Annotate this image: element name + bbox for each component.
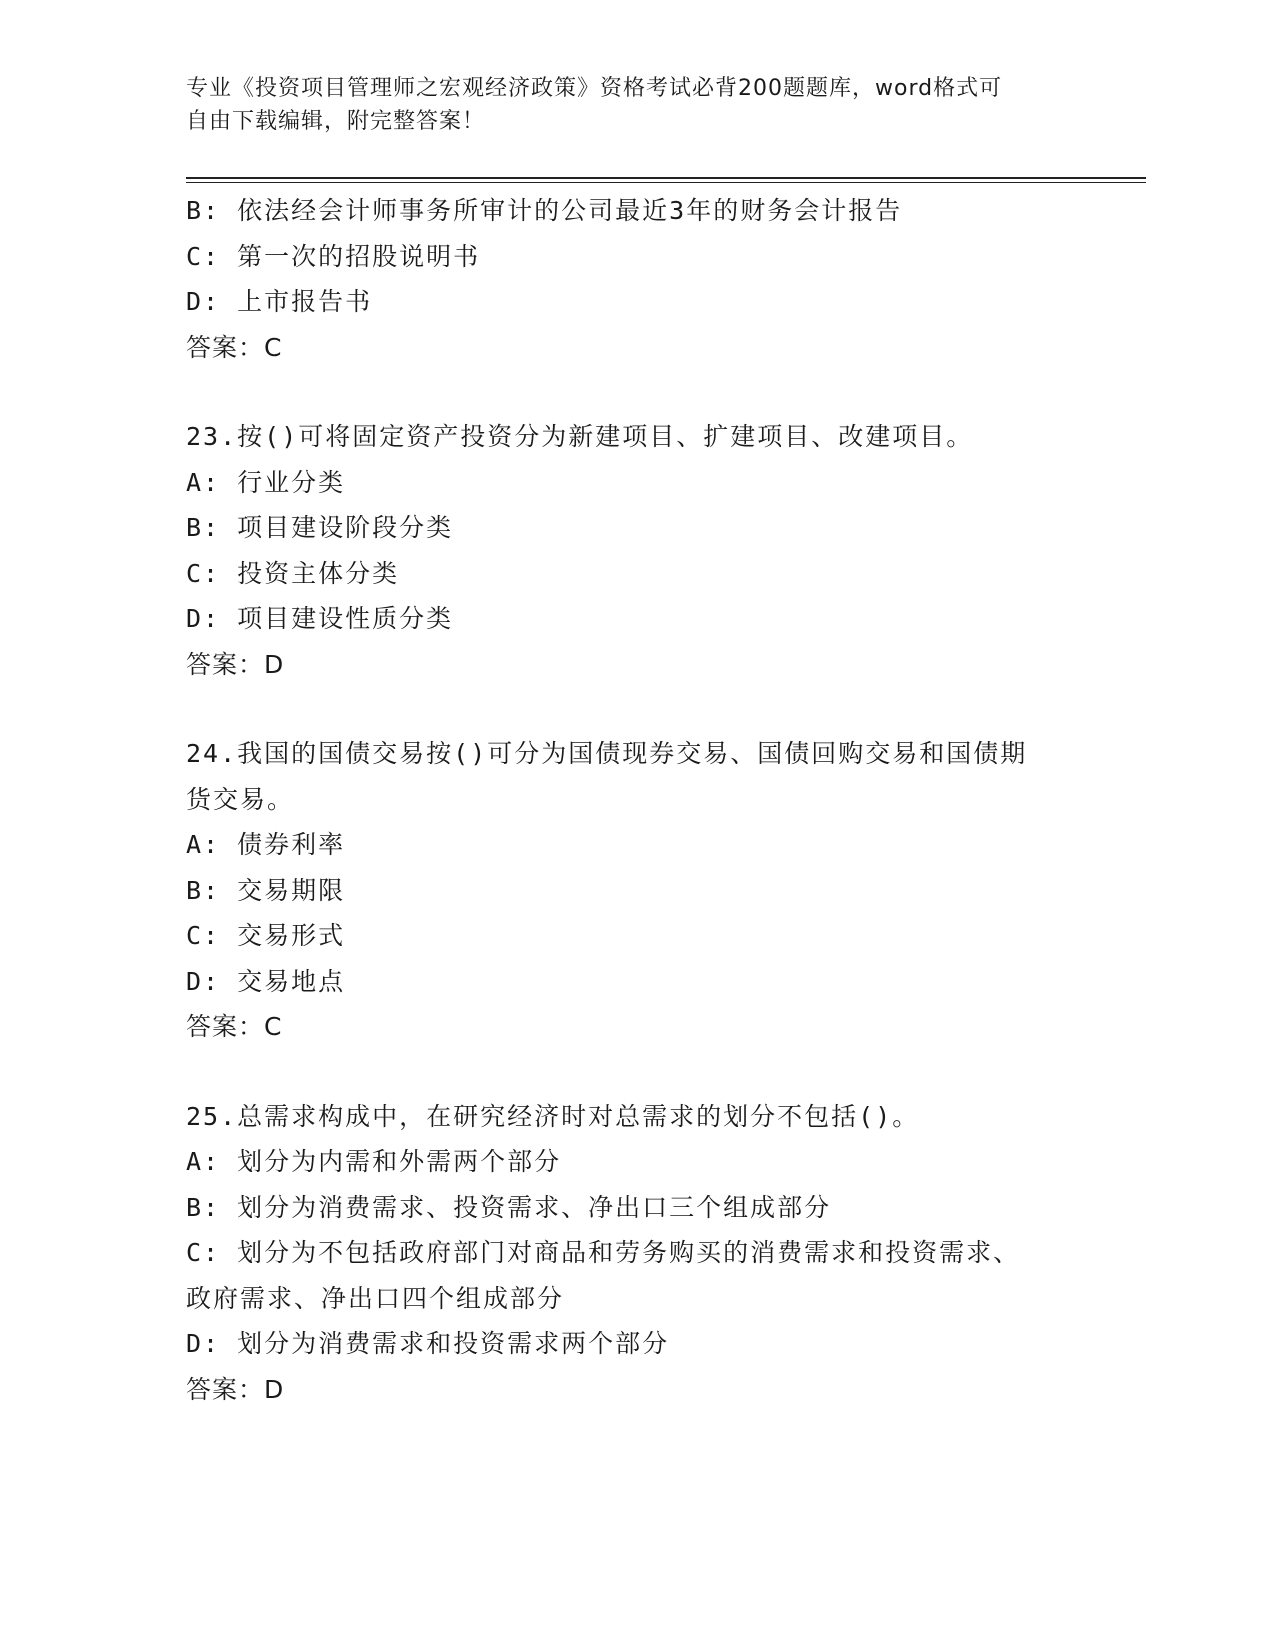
- option-b: B: 划分为消费需求、投资需求、净出口三个组成部分: [186, 1192, 832, 1222]
- option-d: D: 划分为消费需求和投资需求两个部分: [186, 1329, 670, 1358]
- header-line-2: 自由下载编辑，附完整答案！: [186, 109, 486, 134]
- question-22-tail: [186, 188, 1086, 370]
- question-stem: 24.我国的国债交易按()可分为国债现券交易、国债回购交易和国债期: [186, 739, 1028, 768]
- question-stem-cont: 货交易。: [186, 784, 295, 814]
- option-a: A: 划分为内需和外需两个部分: [186, 1147, 562, 1176]
- option-c-cont: 政府需求、净出口四个组成部分: [186, 1283, 565, 1313]
- option-c: C: 投资主体分类: [186, 558, 400, 588]
- option-b: B: 交易期限: [186, 875, 346, 905]
- answer-line: 答案：C: [186, 1012, 283, 1041]
- option-b: B: 依法经会计师事务所审计的公司最近3年的财务会计报告: [186, 196, 903, 225]
- header-divider-thin: [186, 182, 1146, 183]
- option-d: D: 上市报告书: [186, 287, 373, 316]
- option-a: A: 行业分类: [186, 467, 346, 497]
- question-23: [186, 414, 1086, 687]
- question-24: [186, 731, 1086, 1050]
- option-a: A: 债券利率: [186, 830, 346, 859]
- question-25: [186, 1094, 1086, 1413]
- answer-line: 答案：D: [186, 649, 285, 679]
- header-line-1: 专业《投资项目管理师之宏观经济政策》资格考试必背200题题库，word格式可: [186, 76, 1003, 101]
- option-c: C: 交易形式: [186, 921, 346, 950]
- answer-line: 答案：D: [186, 1374, 285, 1404]
- question-stem: 25.总需求构成中，在研究经济时对总需求的划分不包括()。: [186, 1101, 920, 1131]
- option-d: D: 项目建设性质分类: [186, 604, 454, 633]
- question-stem: 23.按()可将固定资产投资分为新建项目、扩建项目、改建项目。: [186, 422, 974, 451]
- option-c: C: 第一次的招股说明书: [186, 241, 481, 271]
- header-divider-thick: [186, 177, 1146, 179]
- answer-line: 答案：C: [186, 332, 283, 362]
- option-b: B: 项目建设阶段分类: [186, 513, 454, 542]
- document-header: [186, 72, 1066, 138]
- option-d: D: 交易地点: [186, 966, 346, 996]
- question-content: [186, 188, 1086, 1412]
- option-c: C: 划分为不包括政府部门对商品和劳务购买的消费需求和投资需求、: [186, 1238, 1021, 1267]
